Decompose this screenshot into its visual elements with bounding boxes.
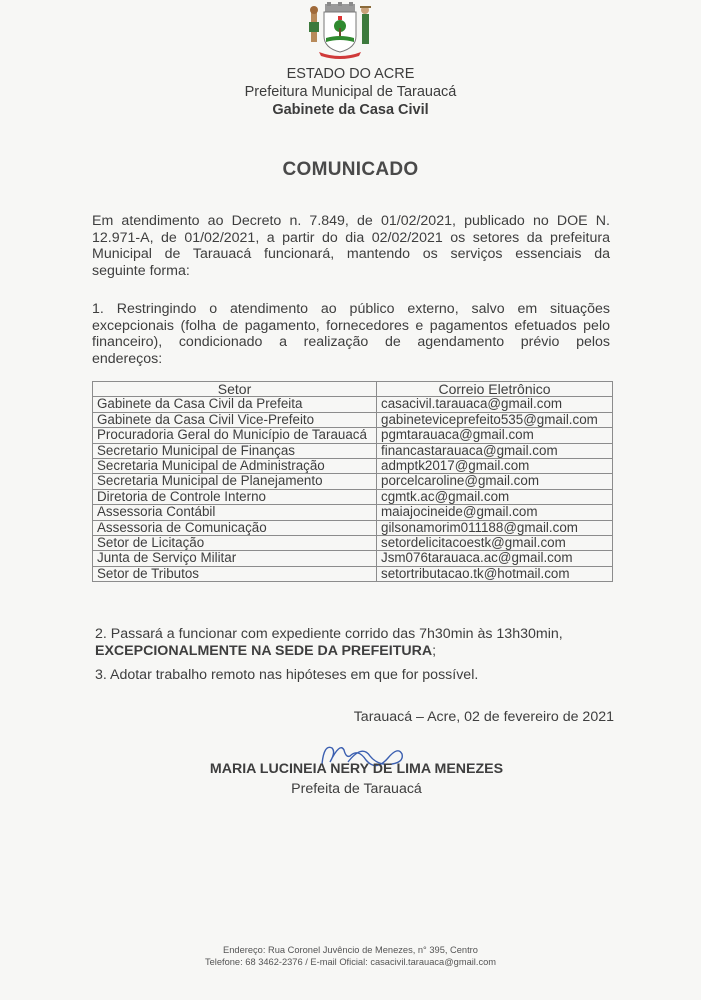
item-3-paragraph: 3. Adotar trabalho remoto nas hipóteses em que for possível. [95, 667, 479, 683]
date-line: Tarauacá – Acre, 02 de fevereiro de 2021 [353, 709, 614, 725]
table-row [93, 566, 613, 581]
sector-cell: Procuradoria Geral do Município de Tarauacá [93, 428, 377, 443]
footer-contact: Telefone: 68 3462-2376 / E-mail Oficial: casacivil.tarauaca@gmail.com [204, 957, 497, 967]
item-1-line: 1. Restringindo o atendimento ao público externo, salvo em situações [92, 301, 610, 317]
email-cell: pgmtarauaca@gmail.com [377, 428, 613, 443]
sector-email-table [92, 381, 613, 582]
item-2-text: 2. Passará a funcionar com expediente corrido das 7h30min às 13h30min, [95, 626, 563, 642]
intro-line: Municipal de Tarauacá funcionará, mantendo os serviços essenciais da [92, 246, 610, 262]
item-2-paragraph [95, 626, 613, 660]
sector-cell: Setor de Licitação [93, 536, 377, 551]
email-cell: gilsonamorim011188@gmail.com [377, 520, 613, 535]
item-1-line: excepcionais (folha de pagamento, fornecedores e pagamentos efetuados pelo [92, 317, 610, 334]
table-row [93, 489, 613, 504]
item-2-suffix: ; [432, 643, 437, 659]
email-cell: admptk2017@gmail.com [377, 459, 613, 474]
sector-cell: Assessoria Contábil [93, 505, 377, 520]
sector-cell: Assessoria de Comunicação [93, 520, 377, 535]
column-header-setor: Setor [93, 382, 377, 397]
intro-line: 12.971-A, de 01/02/2021, a partir do dia 02/02/2021 os setores da prefeitura [92, 229, 610, 246]
email-cell: cgmtk.ac@gmail.com [377, 489, 613, 504]
table-row [93, 474, 613, 489]
intro-paragraph [92, 213, 610, 279]
table-row [93, 397, 613, 412]
email-cell: Jsm076tarauaca.ac@gmail.com [377, 551, 613, 566]
column-header-email: Correio Eletrônico [377, 382, 613, 397]
state-heading: ESTADO DO ACRE [286, 66, 415, 82]
sector-cell: Secretaria Municipal de Planejamento [93, 474, 377, 489]
table-row [93, 536, 613, 551]
coat-of-arms-icon [305, 2, 375, 60]
table-row [93, 505, 613, 520]
table-row [93, 428, 613, 443]
intro-line: Em atendimento ao Decreto n. 7.849, de 01/02/2021, publicado no DOE N. [92, 213, 610, 229]
table-row [93, 443, 613, 458]
signatory-name: MARIA LUCINEIA NERY DE LIMA MENEZES [209, 761, 504, 777]
sector-cell: Secretario Municipal de Finanças [93, 443, 377, 458]
email-cell: gabineteviceprefeito535@gmail.com [377, 412, 613, 427]
table-row [93, 412, 613, 427]
item-1-line: financeiro), condicionado a realização de agendamento prévio pelos [92, 334, 610, 350]
footer-address: Endereço: Rua Coronel Juvêncio de Menezes, n° 395, Centro [223, 945, 478, 955]
email-cell: casacivil.tarauaca@gmail.com [377, 397, 613, 412]
sector-cell: Secretaria Municipal de Administração [93, 459, 377, 474]
table-header-row [93, 382, 613, 397]
table-row [93, 551, 613, 566]
email-cell: maiajocineide@gmail.com [377, 505, 613, 520]
municipality-heading: Prefeitura Municipal de Tarauacá [244, 84, 457, 100]
email-cell: setordelicitacoestk@gmail.com [377, 536, 613, 551]
signatory-role: Prefeita de Tarauacá [291, 781, 422, 797]
email-cell: setortributacao.tk@hotmail.com [377, 566, 613, 581]
item-1-line: endereços: [92, 350, 163, 367]
office-heading: Gabinete da Casa Civil [272, 102, 429, 118]
table-row [93, 520, 613, 535]
sector-cell: Setor de Tributos [93, 566, 377, 581]
sector-cell: Gabinete da Casa Civil da Prefeita [93, 397, 377, 412]
sector-cell: Junta de Serviço Militar [93, 551, 377, 566]
item-1-paragraph [92, 301, 610, 367]
sector-cell: Gabinete da Casa Civil Vice-Prefeito [93, 412, 377, 427]
document-title: COMUNICADO [282, 159, 419, 180]
item-2-bold-text: EXCEPCIONALMENTE NA SEDE DA PREFEITURA [95, 643, 433, 659]
email-cell: financastarauaca@gmail.com [377, 443, 613, 458]
table-row [93, 459, 613, 474]
intro-line: seguinte forma: [92, 262, 190, 279]
sector-cell: Diretoria de Controle Interno [93, 489, 377, 504]
email-cell: porcelcaroline@gmail.com [377, 474, 613, 489]
